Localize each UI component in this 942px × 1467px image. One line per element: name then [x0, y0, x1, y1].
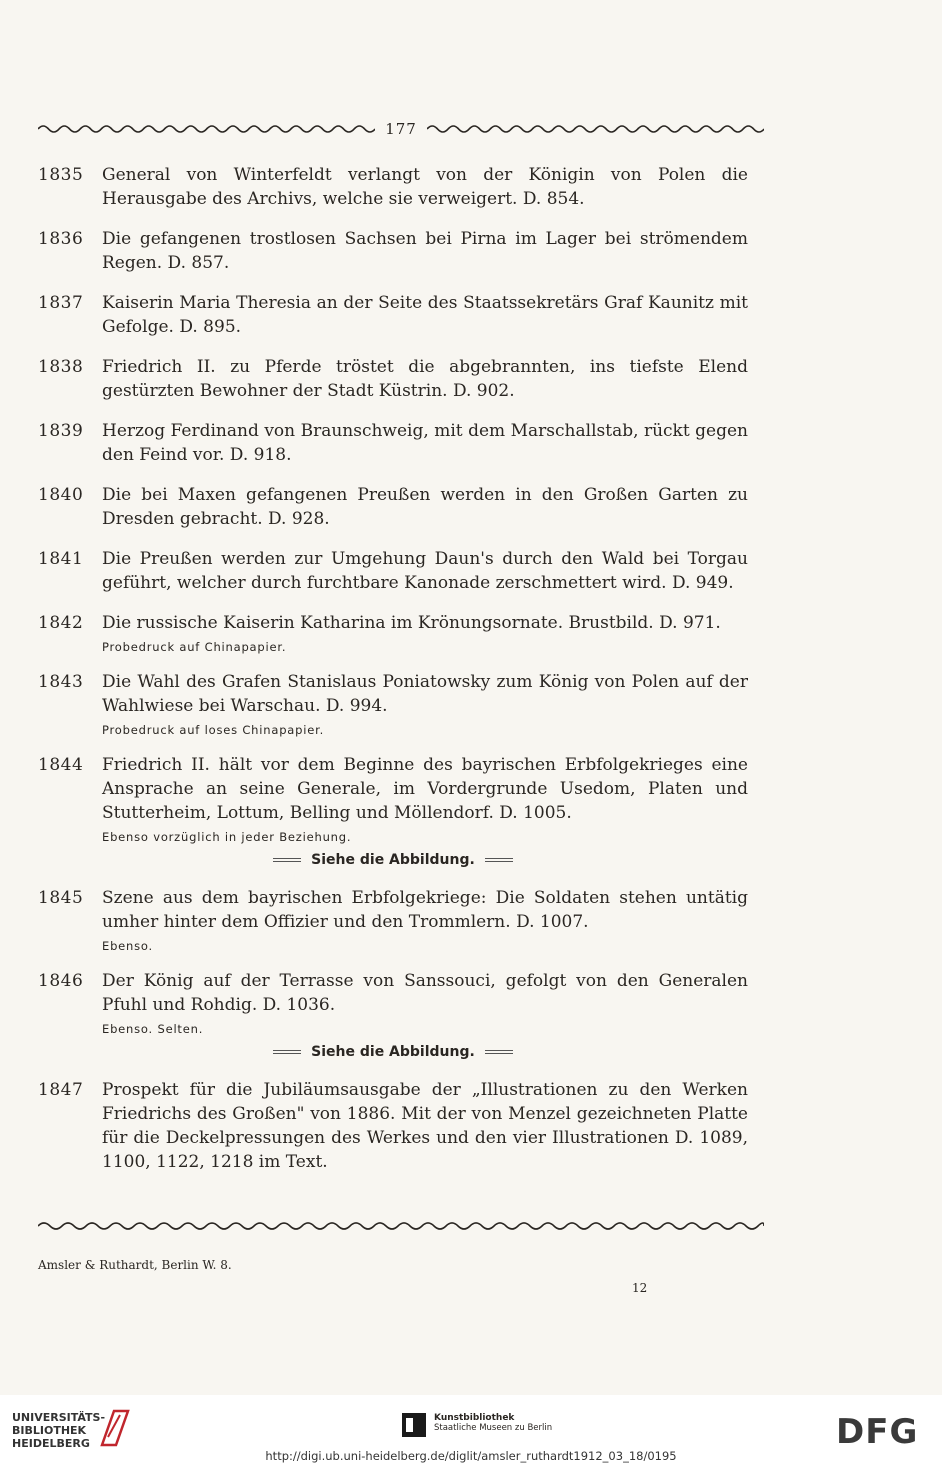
catalog-entry: [38, 753, 748, 870]
university-logo-icon: [98, 1407, 132, 1447]
entry-note: Ebenso.: [102, 939, 154, 953]
entry-number: 1844: [38, 755, 84, 775]
entry-number: 1836: [38, 229, 84, 249]
entry-text: Friedrich II. hält vor dem Beginne des bayrischen Erbfolgekrieges eine Ansprache an seine Generale, im Vordergrunde Usedom, Platen und Stutterheim, Lottum, Belling und Möllendorf. D. 1005.: [102, 755, 748, 823]
see-illustration-text: Siehe die Abbildung.: [311, 852, 475, 868]
catalog-entry: [38, 886, 748, 953]
entry-text: Die bei Maxen gefangenen Preußen werden in den Großen Garten zu Dresden gebracht. D. 928.: [102, 485, 748, 529]
kunstbibliothek-icon: [402, 1413, 426, 1437]
entry-note: Ebenso vorzüglich in jeder Beziehung.: [102, 830, 352, 844]
university-line: HEIDELBERG: [12, 1437, 90, 1450]
entry-text: General von Winterfeldt verlangt von der Königin von Polen die Herausgabe des Archivs, welche sie verweigert. D. 854.: [102, 165, 748, 209]
entry-text: Die russische Kaiserin Katharina im Krönungsornate. Brustbild. D. 971.: [102, 613, 721, 633]
catalog-entry: [38, 355, 748, 403]
dash-decoration: [273, 858, 301, 862]
entry-number: 1837: [38, 293, 84, 313]
entry-text: Szene aus dem bayrischen Erbfolgekriege: Die Soldaten stehen untätig umher hinter dem Offizier und den Trommlern. D. 1007.: [102, 888, 748, 932]
entry-text: Die gefangenen trostlosen Sachsen bei Pirna im Lager bei strömendem Regen. D. 857.: [102, 229, 748, 273]
catalog-entry: [38, 163, 748, 211]
kunstbibliothek-title: Kunstbibliothek: [434, 1413, 515, 1423]
entry-number: 1835: [38, 165, 84, 185]
entry-text: Prospekt für die Jubiläumsausgabe der „Illustrationen zu den Werken Friedrichs des Großen" von 1886. Mit der von Menzel gezeichneten Platte für die Deckelpressungen des Werkes und den vier Illustrationen D. 1089, 1100, 1122, 1218 im Text.: [102, 1080, 748, 1172]
entry-text: Friedrich II. zu Pferde tröstet die abgebrannten, ins tiefste Elend gestürzten Bewohner der Stadt Küstrin. D. 902.: [102, 357, 748, 401]
catalog-entry: [38, 969, 748, 1062]
sheet-number: 12: [632, 1281, 648, 1295]
catalog-entry: [38, 547, 748, 595]
university-line: UNIVERSITÄTS-: [12, 1411, 106, 1424]
entry-number: 1845: [38, 888, 84, 908]
entry-number: 1839: [38, 421, 84, 441]
entry-text: Der König auf der Terrasse von Sanssouci, gefolgt von den Generalen Pfuhl und Rohdig. D. 1036.: [102, 971, 748, 1015]
page-header: [38, 118, 764, 140]
entry-note: Probedruck auf Chinapapier.: [102, 640, 287, 654]
entry-number: 1846: [38, 971, 84, 991]
entry-text: Die Wahl des Grafen Stanislaus Poniatowsky zum König von Polen auf der Wahlwiese bei Warschau. D. 994.: [102, 672, 748, 716]
dash-decoration: [273, 1050, 301, 1054]
header-ornament-right: [427, 123, 764, 135]
dfg-logo: DFG: [836, 1412, 919, 1452]
entry-text: Herzog Ferdinand von Braunschweig, mit dem Marschallstab, rückt gegen den Feind vor. D. 918.: [102, 421, 748, 465]
dash-decoration: [485, 1050, 513, 1054]
university-library-name: [12, 1411, 105, 1450]
page-number: 177: [385, 120, 417, 138]
header-ornament-left: [38, 123, 375, 135]
catalog-entry: [38, 227, 748, 275]
catalog-entry: [38, 419, 748, 467]
see-illustration-label: [38, 1044, 748, 1060]
catalog-entry: [38, 291, 748, 339]
catalog-entry: [38, 483, 748, 531]
kunstbibliothek-subtitle: Staatliche Museen zu Berlin: [434, 1423, 553, 1433]
digitization-footer: [0, 1395, 942, 1467]
see-illustration-label: [38, 852, 748, 868]
bottom-ornament: [38, 1220, 764, 1232]
entry-number: 1843: [38, 672, 84, 692]
catalog-entries: [38, 163, 748, 1190]
entry-text: Kaiserin Maria Theresia an der Seite des Staatssekretärs Graf Kaunitz mit Gefolge. D. 895.: [102, 293, 748, 337]
entry-note: Probedruck auf loses Chinapapier.: [102, 723, 325, 737]
publisher-imprint: Amsler & Ruthardt, Berlin W. 8.: [38, 1258, 232, 1272]
entry-text: Die Preußen werden zur Umgehung Daun's durch den Wald bei Torgau geführt, welcher durch furchtbare Kanonade zerschmettert wird. D. 949.: [102, 549, 748, 593]
dash-decoration: [485, 858, 513, 862]
entry-note: Ebenso. Selten.: [102, 1022, 204, 1036]
entry-number: 1847: [38, 1080, 84, 1100]
see-illustration-text: Siehe die Abbildung.: [311, 1044, 475, 1060]
kunstbibliothek-logo: [402, 1413, 552, 1437]
catalog-entry: [38, 611, 748, 654]
catalog-entry: [38, 670, 748, 737]
entry-number: 1840: [38, 485, 84, 505]
source-url-link[interactable]: http://digi.ub.uni-heidelberg.de/diglit/amsler_ruthardt1912_03_18/0195: [265, 1449, 677, 1463]
catalog-entry: [38, 1078, 748, 1174]
entry-number: 1841: [38, 549, 84, 569]
entry-number: 1842: [38, 613, 84, 633]
entry-number: 1838: [38, 357, 84, 377]
university-line: BIBLIOTHEK: [12, 1424, 87, 1437]
